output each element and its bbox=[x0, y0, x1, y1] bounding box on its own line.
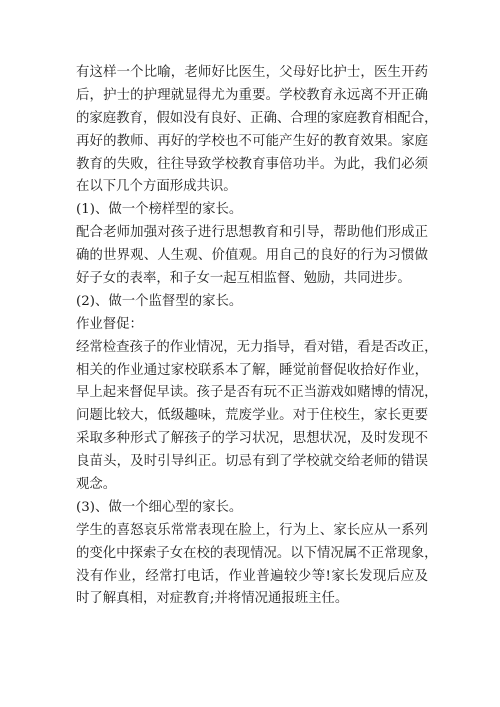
text-line: 的变化中探索子女在校的表现情况。以下情况属不正常现象， bbox=[76, 545, 438, 561]
text-line: 时了解真相，对症教育;并将情况通报班主任。 bbox=[76, 591, 349, 607]
section-heading-supervisor bbox=[76, 291, 428, 314]
text-line: 没有作业，经常打电话，作业普遍较少等!家长发现后应及 bbox=[76, 568, 428, 584]
heading-line: (2)、做一个监督型的家长。 bbox=[76, 293, 243, 309]
document-body bbox=[76, 62, 438, 611]
text-line: 后，护士的护理就显得尤为重要。学校教育永远离不开正确 bbox=[76, 87, 428, 103]
section-heading-role-model bbox=[76, 199, 428, 222]
subheading-homework bbox=[76, 314, 428, 337]
heading-line: (3)、做一个细心型的家长。 bbox=[76, 499, 243, 515]
text-line: 的家庭教育，假如没有良好、正确、合理的家庭教育相配合， bbox=[76, 110, 438, 126]
paragraph-supervisor bbox=[76, 337, 438, 497]
text-line: 相关的作业通过家校联系本了解，睡觉前督促收拾好作业， bbox=[76, 362, 428, 378]
paragraph-attentive bbox=[76, 520, 438, 612]
text-line: 有这样一个比喻，老师好比医生，父母好比护士，医生开药 bbox=[76, 65, 428, 80]
text-line: 配合老师加强对孩子进行思想教育和引导，帮助他们形成正 bbox=[76, 225, 428, 241]
paragraph-intro bbox=[76, 62, 438, 199]
text-line: 采取多种形式了解孩子的学习状况，思想状况，及时发现不 bbox=[76, 431, 428, 447]
section-heading-attentive bbox=[76, 497, 428, 520]
text-line: 良苗头，及时引导纠正。切忌有到了学校就交给老师的错误 bbox=[76, 454, 428, 470]
text-line: 经常检查孩子的作业情况，无力指导，看对错，看是否改正， bbox=[76, 339, 438, 355]
text-line: 在以下几个方面形成共识。 bbox=[76, 179, 237, 195]
text-line: 教育的失败，往往导致学校教育事倍功半。为此，我们必须 bbox=[76, 156, 428, 172]
heading-line: 作业督促： bbox=[76, 316, 143, 332]
paragraph-role-model bbox=[76, 222, 428, 291]
text-line: 早上起来督促早读。孩子是否有玩不正当游戏如赌博的情况， bbox=[76, 385, 438, 401]
text-line: 确的世界观、人生观、价值观。用自己的良好的行为习惯做 bbox=[76, 248, 428, 264]
text-line: 好子女的表率，和子女一起互相监督、勉励，共同进步。 bbox=[76, 271, 411, 287]
text-line: 学生的喜怒哀乐常常表现在脸上，行为上、家长应从一系列 bbox=[76, 522, 428, 538]
text-line: 再好的教师、再好的学校也不可能产生好的教育效果。家庭 bbox=[76, 133, 428, 149]
text-line: 问题比较大，低级趣味，荒废学业。对于住校生，家长更要 bbox=[76, 408, 428, 424]
heading-line: (1)、做一个榜样型的家长。 bbox=[76, 202, 243, 218]
text-line: 观念。 bbox=[76, 477, 117, 493]
